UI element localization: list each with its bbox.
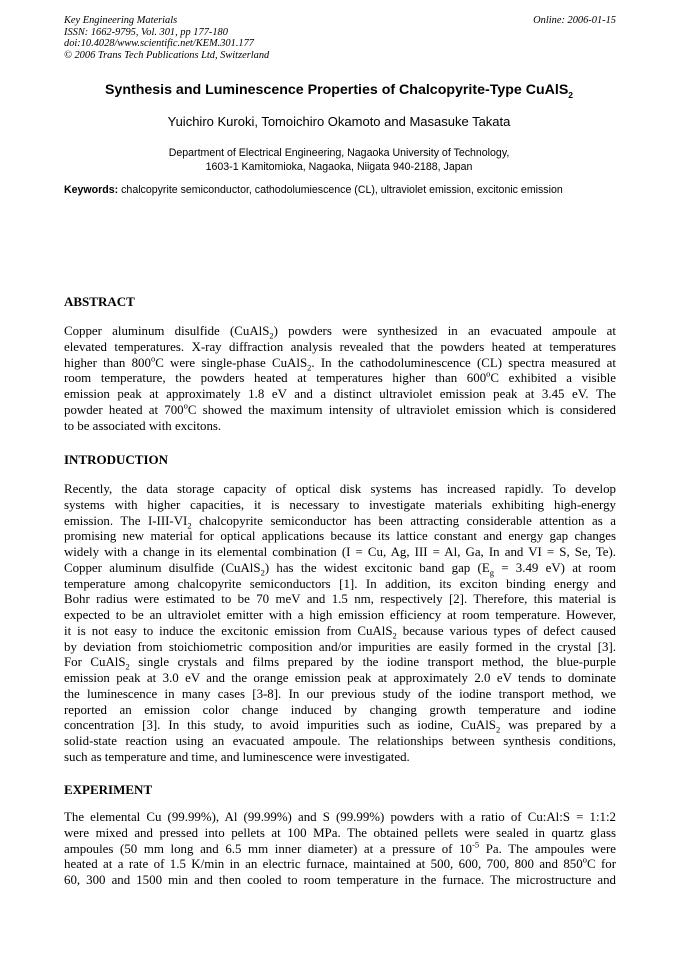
journal-doi[interactable]: doi:10.4028/www.scientific.net/KEM.301.177 [64, 38, 254, 50]
paragraph-line: the luminescence in many cases [3-8]. In our previous study of the iodine transport method, we [64, 686, 616, 701]
introduction-heading: INTRODUCTION [64, 452, 169, 467]
abstract-body [64, 324, 616, 434]
paragraph-line: room temperature, the powders heated at temperatures higher than 600$^o$C exhibited a visible [64, 368, 616, 386]
online-date: Online: 2006-01-15 [533, 15, 616, 26]
paragraph-line: it is not easy to induce the excitonic emission from CuAlS$_2$ because various types of defect caused [64, 623, 616, 641]
paragraph-line: The elemental Cu (99.99%), Al (99.99%) and S (99.99%) powders with a ratio of Cu:Al:S = 1:1:2 [64, 810, 616, 824]
paragraph-line: Recently, the data storage capacity of optical disk systems has increased rapidly. To develop [64, 482, 616, 496]
paper-title [40, 81, 638, 99]
journal-copyright: © 2006 Trans Tech Publications Ltd, Switzerland [64, 49, 270, 61]
paragraph-line: higher than 800$^o$C were single-phase CuAlS$_2$. In the cathodoluminescence (CL) spectra measured at [64, 353, 616, 373]
abstract-heading: ABSTRACT [64, 294, 135, 309]
paragraph-line: ampoules (50 mm long and 6.5 mm inner diameter) at a pressure of $10^{-5}$ Pa. The ampoules were [64, 839, 616, 856]
paragraph-line: Bohr radius were estimated to be 70 meV and 1.5 nm, respectively [2]. Therefore, this material is [64, 592, 616, 607]
paragraph-line: Copper aluminum disulfide (CuAlS$_2$) has the widest excitonic band gap ($E_g = 3.49$ eV) at room [64, 560, 616, 578]
journal-issn: ISSN: 1662-9795, Vol. 301, pp 177-180 [64, 26, 228, 38]
paragraph-line: to be associated with excitons. [64, 418, 222, 433]
paragraph-line: elevated temperatures. X-ray diffraction analysis revealed that the powders heated at temperatures [64, 339, 616, 354]
paragraph-line: by deviation from stoichiometric composition and/or impurities are easily formed in the crystal [3]. [64, 639, 616, 654]
paragraph-line: emission peak at approximately 1.8 eV and a distinct ultraviolet emission peak at 3.45 eV. The [64, 387, 616, 401]
keywords [64, 183, 624, 197]
paragraph-line: such as temperature and time, and luminescence were investigated. [64, 749, 410, 764]
paragraph-line: solid-state reaction using an evacuated ampoule. The relationships between synthesis conditions, [64, 734, 616, 748]
paragraph-line: Copper aluminum disulfide (CuAlS$_2$) powders were synthesized in an evacuated ampoule at [64, 324, 616, 341]
affiliation [40, 146, 638, 174]
journal-name: Key Engineering Materials [64, 15, 178, 26]
journal-header [64, 15, 616, 61]
paper-title-text: Synthesis and Luminescence Properties of Chalcopyrite-Type CuAlS [104, 82, 569, 98]
paragraph-line: For CuAlS$_2$ single crystals and films prepared by the iodine transport method, the blue-purple [64, 655, 617, 672]
paragraph-line: heated at a rate of 1.5 K/min in an electric furnace, maintained at 500, 600, 700, 800 and 850$^o$C for [64, 854, 616, 872]
paragraph-line: emission peak at 3.0 eV and the orange emission peak at approximately 2.0 eV tends to dominate [64, 671, 616, 685]
paragraph-line: were mixed and pressed into pellets at 100 MPa. The obtained pellets were sealed in quartz glass [64, 825, 616, 840]
paragraph-line: temperature among chalcopyrite semiconductors [1]. In addition, its exciton binding energy and [64, 576, 616, 591]
paragraph-line: 60, 300 and 1500 min and then cooled to room temperature in the furnace. The microstructure and [64, 873, 616, 887]
affiliation-line-1: Department of Electrical Engineering, Nagaoka University of Technology, [168, 147, 510, 159]
paragraph-line: promising new material for optical applications because its lattice constant and energy gap changes [64, 529, 616, 544]
keywords-text: chalcopyrite semiconductor, cathodolumiescence (CL), ultraviolet emission, excitonic emission [121, 184, 563, 196]
author-list: Yuichiro Kuroki, Tomoichiro Okamoto and Masasuke Takata [167, 114, 511, 129]
paragraph-line: widely with a change in its elemental combination (I = Cu, Ag, III = Al, Ga, In and VI = S, Se, Te). [64, 545, 616, 559]
keywords-label: Keywords: [64, 184, 119, 196]
paragraph-line: concentration [3]. In this study, to avoid impurities such as iodine, CuAlS$_2$ was prepared by a [64, 718, 616, 735]
introduction-body [64, 482, 616, 766]
paragraph-line: emission. The $I-III-VI_2$ chalcopyrite semiconductor has been attracting considerable attention as a [64, 513, 616, 531]
paper-title-subscript: 2 [568, 89, 574, 100]
paragraph-line: systems with higher capacities, it is necessary to investigate materials exhibiting high-energy [64, 497, 616, 512]
experiment-body [64, 810, 616, 889]
affiliation-line-2: 1603-1 Kamitomioka, Nagaoka, Niigata 940-2188, Japan [205, 161, 473, 173]
paragraph-line: reported an emission color change induced by changing growth temperature and iodine [64, 702, 616, 717]
experiment-heading: EXPERIMENT [64, 782, 153, 797]
paragraph-line: powder heated at 700$^o$C showed the maximum intensity of ultraviolet emission which is considered [64, 400, 616, 417]
paragraph-line: expected to be an ultraviolet emitter with a high emission efficiency at room temperature. However, [64, 608, 616, 622]
